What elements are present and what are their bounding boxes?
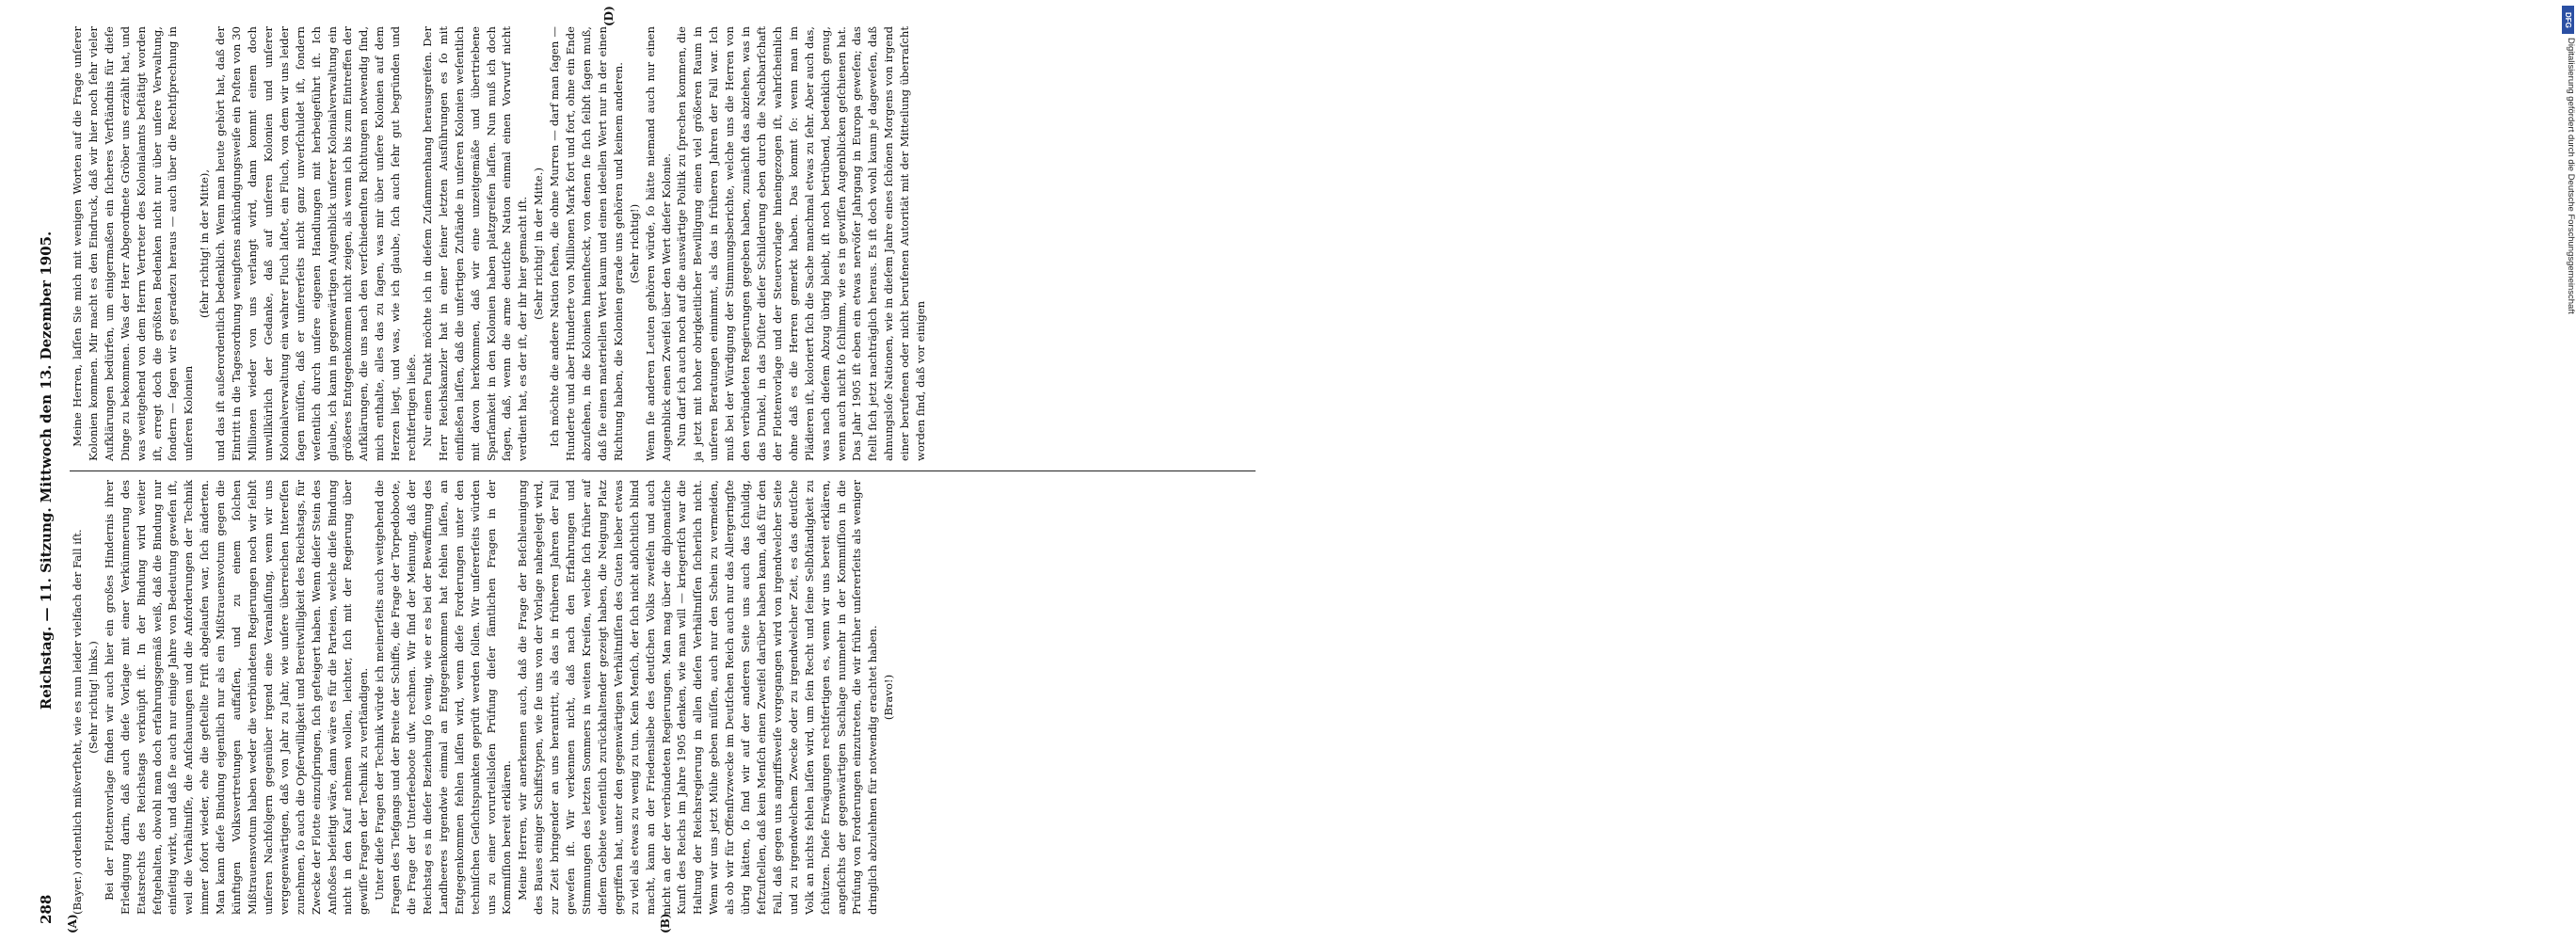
margin-mark-b: (B)	[659, 913, 672, 933]
paragraph: Unter dieſe Fragen der Technik würde ich meinerſeits auch weitgehend die Fragen des Tiefgangs und der Breite der Schiffe, die Frage der Torpedoboote, die Frage der Unterſeeboote uſw. rechnen. Wir ſind der Meinung, daß der Reichstag es in dieſer Beziehung ſo wenig, wie er es bei der Bewaffnung des Landheeres irgendwie einmal an Entgegenkommen hat fehlen laſſen, an Entgegenkommen fehlen laſſen wird, wenn dieſe Forderungen unter den techniſchen Geſichtspunkten geprüft werden ſollen. Wir unſererſeits würden uns zu einer vorurteilsloſen Prüfung dieſer ſämtlichen Fragen in der Kommiſſion bereit erklären.	[373, 480, 514, 915]
margin-mark-d: (D)	[602, 6, 616, 26]
paragraph: (Bayer.) ordentlich mißverſteht, wie es nun leider vielfach der Fall iſt.	[71, 529, 84, 915]
interjection: (Sehr richtig!)	[627, 203, 641, 284]
interjection: (Sehr richtig! links.)	[86, 641, 100, 754]
margin-mark-a: (A)	[66, 914, 79, 933]
right-column	[70, 26, 1260, 461]
paragraph: Nur einen Punkt möchte ich in dieſem Zuſammenhang herausgreifen. Der Herr Reichskanzler hat in einer ſeiner letzten Ausführungen es ſo mit einfließen laſſen, daß die unfertigen Zuſtände in unſeren Kolonien weſentlich mit davon herkommen, daß wir eine unzeitgemäße und übertriebene Sparſamkeit in den Kolonien haben platzgreifen laſſen. Nun muß ich doch ſagen, daß, wenn die arme deutſche Nation einmal einen Vorwurf nicht verdient hat, es der iſt, der ihr hier gemacht iſt.	[420, 26, 530, 461]
paragraph: Bei der Flottenvorlage finden wir auch hier ein großes Hindernis ihrer Erledigung darin, daß auch dieſe Vorlage mit einer Verkümmerung des Etatsrechts des Reichstags verknüpft iſt. In der Bindung wird weiter feſtgehalten, obwohl man doch erfahrungsgemäß weiß, daß die Bindung nur einſeitig wirkt, und daß ſie auch nur einige Jahre von Bedeutung geweſen iſt, weil die Verhältniſſe, die Anſchauungen und die Anforderungen der Technik immer ſofort wieder, ehe die geſtellte Friſt abgelaufen war, ſich änderten. Man kann dieſe Bindung eigentlich nur als ein Mißtrauensvotum gegen die künftigen Volksvertretungen auffaſſen, und zu einem ſolchen Mißtrauensvotum haben weder die verbündeten Regierungen noch wir ſelbſt unſeren Nachfolgern gegenüber irgend eine Veranlaſſung, wenn wir uns vergegenwärtigen, daß von Jahr zu Jahr, wie unſere überreichen Intereſſen zunehmen, ſo auch die Opferwilligkeit und Bereitwilligkeit des Reichstags, für Zwecke der Flotte einzuſpringen, ſich geſteigert haben. Wenn dieſer Stein des Anſtoßes beſeitigt wäre, dann wäre es für die Parteien, welche dieſe Bindung nicht in den Kauf nehmen wollen, leichter, ſich mit der Regierung über gewiſſe Fragen der Technik zu verſtändigen.	[102, 480, 371, 915]
dfg-logo: DFG	[2562, 6, 2574, 34]
paragraph: Nun darf ich auch noch auf die auswärtige Politik zu ſprechen kommen, die ja jetzt mit hoher obrigkeitlicher Bewilligung einen viel größeren Raum in unſeren Beratungen einnimmt, als das in früheren Jahren der Fall war. Ich muß bei der Würdigung der Stimmungsberichte, welche uns die Herren von den verbündeten Regierungen gegeben haben, zunächſt das abziehen, was in das Dunkel, in das Düſter dieſer Schilderung eben durch die Nachbarſchaft der Flottenvorlage und der Steuervorlage hineingezogen iſt, wahrſcheinlich ohne daß es die Herren gemerkt haben. Das kommt ſo: wenn man im Plädieren iſt, koloriert ſich die Sache manchmal etwas zu ſehr. Aber auch das, was nach dieſem Abzug übrig bleibt, iſt noch betrübend, bedenklich genug, wenn auch nicht ſo ſchlimm, wie es in gewiſſen Augenblicken geſchienen hat. Das Jahr 1905 iſt eben ein etwas nervöſer Jahrgang in Europa geweſen; das ſtellt ſich jetzt nachträglich heraus. Es iſt doch wohl kaum je dageweſen, daß ahnungsloſe Nationen, wie in dieſem Jahre eines ſchönen Morgens von irgend einer berufenen oder nicht berufenen Autorität mit der Mitteilung überraſcht worden ſind, daß vor einigen	[675, 26, 928, 461]
paragraph: Meine Herren, wir anerkennen auch, daß die Frage der Beſchleunigung des Baues einiger Schiffstypen, wie ſie uns von der Vorlage nahegelegt wird, zur Zeit bringender an uns herantritt, als das in früheren Jahren der Fall geweſen iſt. Wir verkennen nicht, daß nach den Erfahrungen und Stimmungen des letzten Sommers in weiten Kreiſen, welche ſich früher auf dieſem Gebiete weſentlich zurückhaltender gezeigt haben, die Neigung Platz gegriffen hat, unter den gegenwärtigen Verhältniſſen des Guten lieber etwas zu viel als etwas zu wenig zu tun. Kein Menſch, der ſich nicht abſichtlich blind macht, kann an der Friedensliebe des deutſchen Volks zweifeln und auch nicht an der der verbündeten Regierungen. Man mag über die diplomatiſche Kunſt des Reichs im Jahre 1905 denken, wie man will — kriegeriſch war die Haltung der Reichsregierung in allen dieſen Verhältniſſen ſicherlich nicht. Wenn wir uns jetzt Mühe geben müſſen, auch nur den Schein zu vermeiden, als ob wir für Offenſivzwecke im Deutſchen Reich auch nur das Allergeringſte übrig hätten, ſo ſind wir auf der anderen Seite uns auch das ſchuldig, feſtzuſtellen, daß kein Menſch einen Zweifel darüber haben kann, daß für den Fall, daß gegen uns angriffsweiſe vorgegangen wird von irgendwelcher Seite und zu irgendwelchem Zwecke oder zu irgendwelcher Zeit, es das deutſche Volk an nichts fehlen laſſen wird, um ſein Recht und ſeine Selbſtändigkeit zu ſchützen. Dieſe Erwägungen rechtfertigen es, wenn wir uns bereit erklären, angeſichts der gegenwärtigen Sachlage nunmehr in der Kommiſſion in die Prüfung von Forderungen einzutreten, die wir früher unſererſeits als weniger dringlich abzulehnen für notwendig erachtet haben.	[516, 480, 880, 915]
scanned-page	[28, 6, 1275, 933]
page-title: Reichstag. — 11. Sitzung. Mittwoch den 13. Dezember 1905.	[38, 231, 55, 710]
page-header	[28, 9, 66, 932]
left-column	[70, 480, 1260, 915]
paragraph: Meine Herren, laſſen Sie mich mit wenigen Worten auf die Frage unſerer Kolonien kommen. Mir macht es den Eindruck, daß wir hier noch ſehr vieler Aufklärungen bedürfen, um einigermaßen ein ſicheres Verſtändnis für dieſe Dinge zu bekommen. Was der Herr Abgeordnete Gröber uns erzählt hat, und was weitgehend von dem Herrn Vertreter des Kolonialamts beſtätigt worden iſt, erregt doch die größten Bedenken nicht nur über unſere Verwaltung, ſondern — ſagen wir es geradezu heraus — auch über die Rechtſprechung in unſeren Kolonien	[71, 26, 196, 461]
paragraph: und das iſt außerordentlich bedenklich. Wenn man heute gehört hat, daß der Eintritt in die Tagesordnung wenigſtens ankündigungsweiſe ein Poſten von 30 Millionen wieder von uns verlangt wird, dann kommt einem doch unwillkürlich der Gedanke, daß auf unſeren Kolonien und unſerer Kolonialverwaltung ein wahrer Fluch laſtet, ein Fluch, von dem wir uns leider ſagen müſſen, daß er unſererſeits nicht ganz unverſchuldet iſt, ſondern weſentlich durch unſere eigenen Handlungen mit herbeigeführt iſt. Ich glaube, ich kann in gegenwärtigen Augenblick unſerer Kolonialverwaltung ein größeres Entgegenkommen nicht zeigen, als wenn ich bis zum Eintreffen der Aufklärungen, die uns nach den verſchiedenſten Richtungen notwendig ſind, mich enthalte, alles das zu ſagen, was mir über unſere Kolonien auf dem Herzen liegt, und was, wie ich glaube, ſich auch ſehr gut begründen und rechtfertigen ließe.	[214, 26, 419, 461]
paragraph: Ich möchte die andere Nation ſehen, die ohne Murren — darf man ſagen — Hunderte und aber Hunderte von Millionen Mark fort und fort, ohne ein Ende abzuſehen, in die Kolonien hineinſteckt, von denen ſie ſich ſelbſt ſagen muß, daß ſie einen materiellen Wert kaum und einen ideellen Wert nur in der einen Richtung haben, die Kolonien gerade uns gehören und keinem anderen.	[548, 26, 625, 461]
digitization-note: Digitalisierung gefördert durch die Deutsche Forschungsgemeinschaft	[2566, 38, 2576, 314]
column-divider	[70, 470, 1256, 471]
interjection: (Sehr richtig! in der Mitte.)	[532, 167, 546, 320]
dfg-margin-strip	[1278, 0, 2576, 941]
interjection: (Bravo!)	[882, 674, 896, 721]
page-number: 288	[38, 894, 55, 924]
interjection: (ſehr richtig! in der Mitte),	[198, 168, 212, 319]
paragraph: Wenn ſie anderen Leuten gehören würde, ſo hätte niemand auch nur einen Augenblick einen Zweifel über den Wert dieſer Kolonie.	[643, 26, 673, 461]
